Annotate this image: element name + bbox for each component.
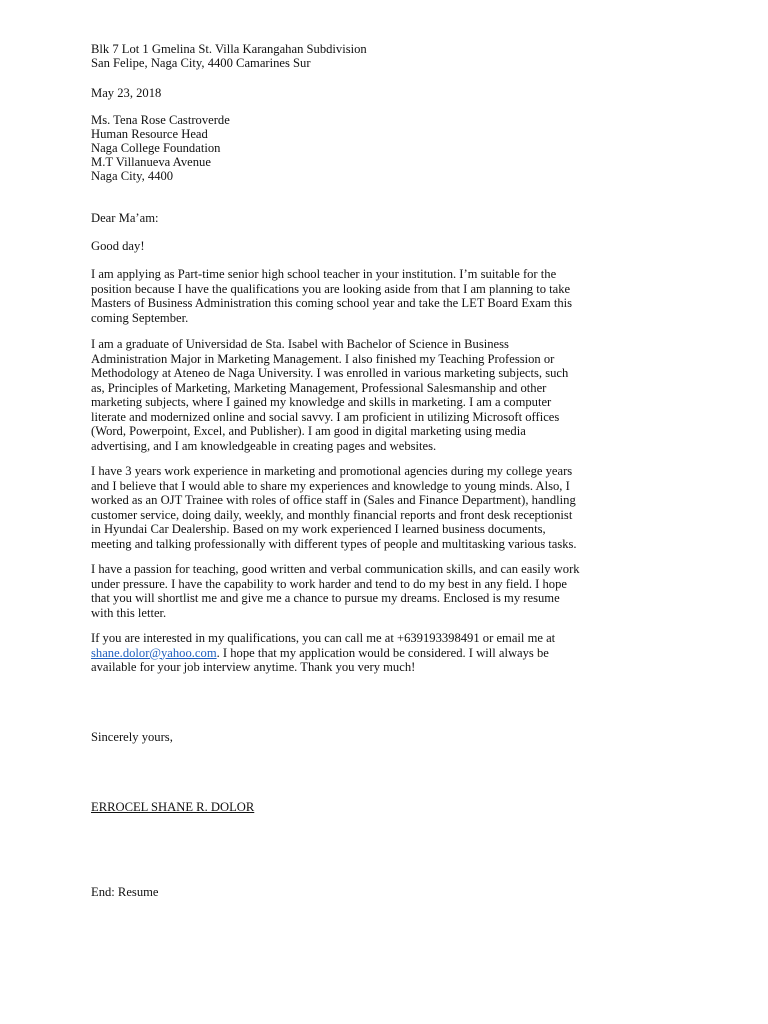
sender-address-line: Blk 7 Lot 1 Gmelina St. Villa Karangahan Subdivision [91,42,367,56]
greeting: Good day! [91,239,145,253]
paragraph-line: meeting and talking professionally with different types of people and multitasking various tasks. [91,536,577,551]
recipient-line: Naga City, 4400 [91,169,174,183]
paragraph-line: position because I have the qualifications you are looking aside from that I am planning to take [91,281,571,296]
paragraph-line: advertising, and I am knowledgeable in creating pages and websites. [91,438,437,453]
paragraph-line: worked as an OJT Trainee with roles of office staff in (Sales and Finance Department), handling [91,493,576,507]
recipient-line: M.T Villanueva Avenue [91,155,211,169]
recipient-address [91,113,230,183]
paragraph-3 [91,464,577,551]
paragraph-line: as, Principles of Marketing, Marketing Management, Professional Salesmanship and other [91,380,547,395]
paragraph-line: (Word, Powerpoint, Excel, and Publisher). I am good in digital marketing using media [91,424,526,438]
paragraph-line: in Hyundai Car Dealership. Based on my work experienced I learned business documents, [91,522,546,536]
paragraph-line: with this letter. [91,605,167,620]
email-link[interactable]: shane.dolor@yahoo.com [91,645,217,660]
paragraph-line: I have a passion for teaching, good written and verbal communication skills, and can easily work [91,562,580,576]
sender-address [91,42,367,70]
recipient-line: Ms. Tena Rose Castroverde [91,113,230,127]
letter-date: May 23, 2018 [91,86,162,100]
paragraph-5 [91,631,555,675]
salutation: Dear Ma’am: [91,211,159,225]
paragraph-line: marketing subjects, where I gained my knowledge and skills in marketing. I am a computer [91,395,552,409]
paragraph-line: Administration Major in Marketing Management. I also finished my Teaching Profession or [91,351,555,366]
paragraph-line: available for your job interview anytime. Thank you very much! [91,660,416,674]
paragraph-line: shane.dolor@yahoo.com. I hope that my application would be considered. I will always be [91,645,549,660]
paragraph-line: I have 3 years work experience in marketing and promotional agencies during my college years [91,464,573,478]
paragraph-line: I am a graduate of Universidad de Sta. Isabel with Bachelor of Science in Business [91,337,509,351]
paragraph-line: Masters of Business Administration this coming school year and take the LET Board Exam this [91,296,573,310]
paragraph-line: Methodology at Ateneo de Naga University. I was enrolled in various marketing subjects, such [91,366,569,380]
paragraph-line: that you will shortlist me and give me a chance to pursue my dreams. Enclosed is my resume [91,591,560,605]
paragraph-line: literate and modernized online and social savvy. I am proficient in utilizing Microsoft offices [91,409,560,424]
recipient-line: Human Resource Head [91,127,208,141]
paragraph-line: If you are interested in my qualifications, you can call me at +639193398491 or email me at [91,631,556,645]
recipient-line: Naga College Foundation [91,141,221,155]
enclosure-note: End: Resume [91,885,159,899]
paragraph-2 [91,337,568,453]
paragraph-line: under pressure. I have the capability to work harder and tend to do my best in any field. I hope [91,576,567,591]
paragraph-line: I am applying as Part-time senior high school teacher in your institution. I’m suitable for the [91,267,557,281]
paragraph-1 [91,267,572,325]
sender-address-line: San Felipe, Naga City, 4400 Camarines Sur [91,56,311,70]
closing: Sincerely yours, [91,730,173,744]
paragraph-line: customer service, doing daily, weekly, and monthly financial reports and front desk receptionist [91,507,573,522]
paragraph-line: and I believe that I would able to share my experiences and knowledge to young minds. Also, I [91,478,570,493]
paragraph-4 [91,562,580,620]
paragraph-line: coming September. [91,310,189,325]
signature-name: ERROCEL SHANE R. DOLOR [91,800,255,814]
